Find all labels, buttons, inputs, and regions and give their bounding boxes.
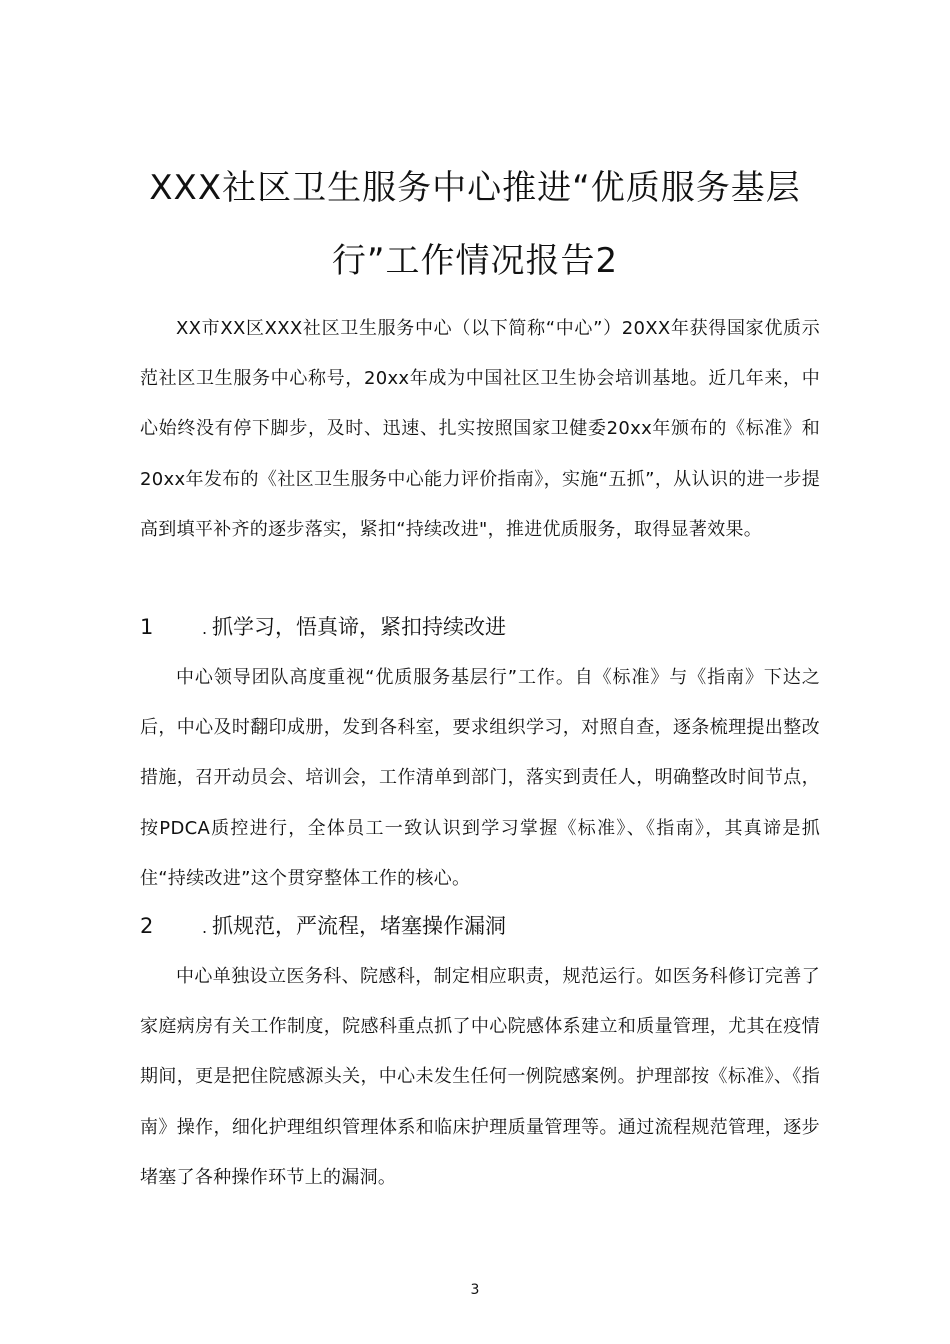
page-number: 3 <box>470 1282 480 1298</box>
section-2-title: 抓规范，严流程，堵塞操作漏洞 <box>212 914 506 938</box>
document-title-line-1: XXX社区卫生服务中心推进“优质服务基层 <box>149 168 801 208</box>
section-1-number: 1 <box>140 615 154 639</box>
intro-paragraph: XX市XX区XXX社区卫生服务中心（以下简称“中心”）20XX年获得国家优质示范社区卫生服务中心称号，20xx年成为中国社区卫生协会培训基地。近几年来，中心始终没有停下脚步，及时、迅速、扎实按照国家卫健委20xx年颁布的《标准》和20xx年发布的《社区卫生服务中心能力评价指南》，实施“五抓”，从认识的进一步提高到填平补齐的逐步落实，紧扣“持续改进"，推进优质服务，取得显著效果。 <box>140 318 820 540</box>
document-title-line-2: 行”工作情况报告2 <box>331 241 619 281</box>
section-1-dot: . <box>202 619 208 638</box>
section-2-heading <box>140 911 820 943</box>
section-2-dot: . <box>202 918 208 937</box>
section-1-title: 抓学习，悟真谛，紧扣持续改进 <box>212 615 506 639</box>
section-1-body: 中心领导团队高度重视“优质服务基层行”工作。自《标准》与《指南》下达之后，中心及时翻印成册，发到各科室，要求组织学习，对照自查，逐条梳理提出整改措施，召开动员会、培训会，工作清单到部门，落实到责任人，明确整改时间节点，按PDCA质控进行，全体员工一致认识到学习掌握《标准》、《指南》，其真谛是抓住“持续改进”这个贯穿整体工作的核心。 <box>140 667 820 889</box>
section-1-heading <box>140 612 820 644</box>
section-2-number: 2 <box>140 914 154 938</box>
section-2-body: 中心单独设立医务科、院感科，制定相应职责，规范运行。如医务科修订完善了家庭病房有关工作制度，院感科重点抓了中心院感体系建立和质量管理，尤其在疫情期间，更是把住院感源头关，中心未发生任何一例院感案例。护理部按《标准》、《指南》操作，细化护理组织管理体系和临床护理质量管理等。通过流程规范管理，逐步堵塞了各种操作环节上的漏洞。 <box>140 966 820 1188</box>
